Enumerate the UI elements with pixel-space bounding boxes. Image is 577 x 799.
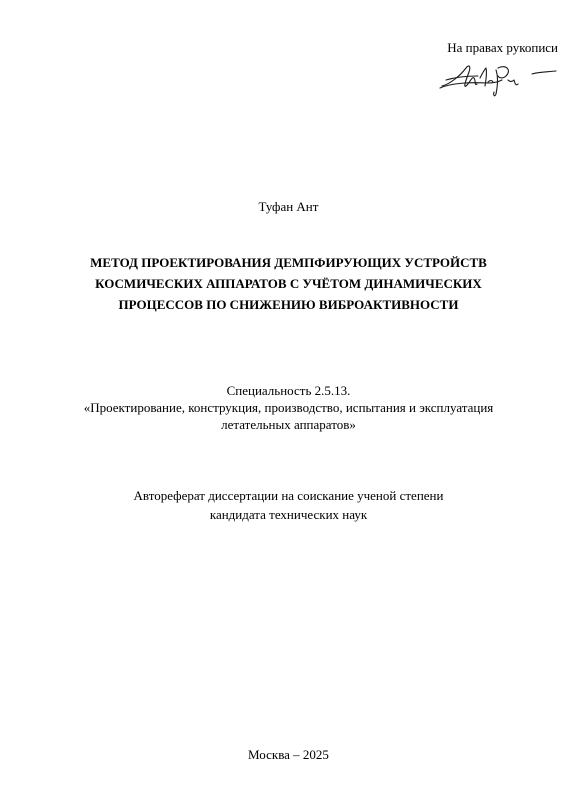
handwritten-signature bbox=[436, 58, 561, 98]
manuscript-rights-note: На правах рукописи bbox=[447, 40, 558, 55]
dissertation-title bbox=[40, 252, 537, 315]
author-name: Туфан Ант bbox=[258, 199, 319, 214]
specialty-name-line: «Проектирование, конструкция, производство, испытания и эксплуатация bbox=[83, 400, 494, 415]
specialty-block bbox=[20, 382, 557, 433]
specialty-name-line: летательных аппаратов» bbox=[221, 417, 356, 432]
specialty-code: Специальность 2.5.13. bbox=[226, 383, 351, 398]
city-year: Москва – 2025 bbox=[248, 747, 329, 762]
abstract-line: Автореферат диссертации на соискание ученой степени bbox=[133, 488, 444, 503]
title-line: МЕТОД ПРОЕКТИРОВАНИЯ ДЕМПФИРУЮЩИХ УСТРОЙСТВ bbox=[90, 255, 487, 270]
title-line: КОСМИЧЕСКИХ АППАРАТОВ С УЧЁТОМ ДИНАМИЧЕСКИХ bbox=[95, 276, 482, 291]
title-line: ПРОЦЕССОВ ПО СНИЖЕНИЮ ВИБРОАКТИВНОСТИ bbox=[118, 297, 459, 312]
abstract-line: кандидата технических наук bbox=[209, 507, 368, 522]
abstract-description bbox=[20, 486, 557, 524]
